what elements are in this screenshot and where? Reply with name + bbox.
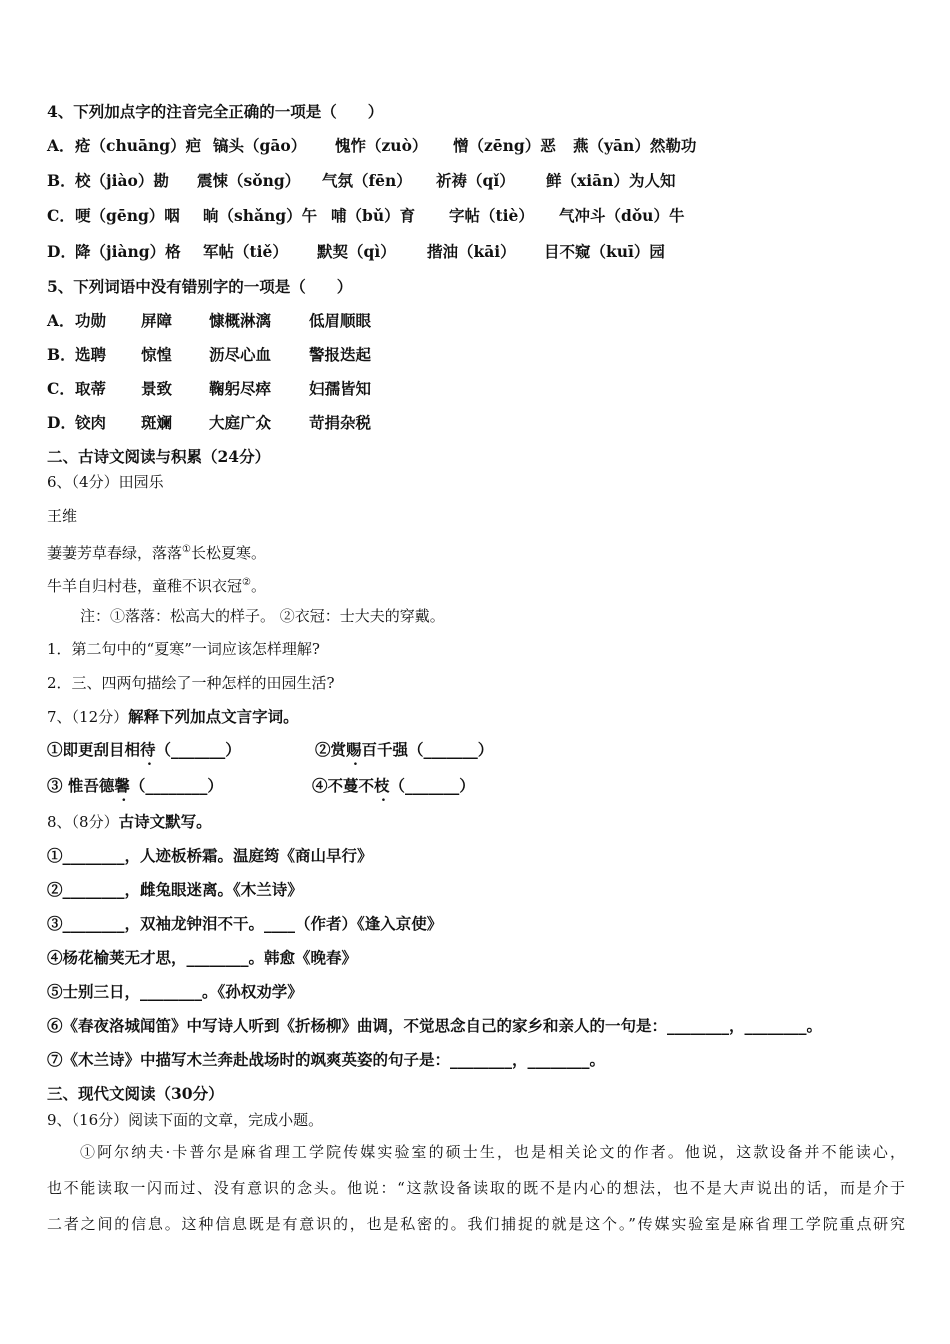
option-item: 默契（qì） xyxy=(317,242,396,261)
q9-stem: 9、（16分）阅读下面的文章，完成小题。 xyxy=(47,1111,324,1129)
option-item: 军帖（tiě） xyxy=(203,242,288,261)
option-item: 苛捐杂税 xyxy=(309,413,372,432)
poem-author: 王维 xyxy=(47,507,78,525)
q8-line-6[interactable]: ⑥《春夜洛城闻笛》中写诗人听到《折杨柳》曲调，不觉思念自己的家乡和亲人的一句是：________，________。 xyxy=(47,1016,823,1035)
option-item: 铰肉 xyxy=(75,413,107,432)
poem-line-2: 牛羊自归村巷，童稚不识衣冠②。 xyxy=(47,577,266,595)
option-item: 震悚（sǒng） xyxy=(197,171,301,190)
q8-line-4[interactable]: ④杨花榆荚无才思，________。韩愈《晚春》 xyxy=(47,948,358,967)
q4-option-c[interactable] xyxy=(47,206,684,226)
option-item: 警报迭起 xyxy=(309,345,372,364)
q4-stem: 4、下列加点字的注音完全正确的一项是（ ） xyxy=(47,102,384,121)
q5-option-c[interactable] xyxy=(47,379,371,399)
option-item: 沥尽心血 xyxy=(209,345,272,364)
option-item: 屏障 xyxy=(141,311,173,330)
option-item: 选聘 xyxy=(75,345,107,364)
q7-item-1[interactable]: ①即更刮目相待（_______） xyxy=(47,740,241,759)
footnote-marker: ① xyxy=(182,544,191,555)
option-item: 大庭广众 xyxy=(209,413,272,432)
option-item: 憎（zēng）恶 xyxy=(453,136,556,155)
option-item: 功勋 xyxy=(75,311,107,330)
q6-stem: 6、（4分）田园乐 xyxy=(47,473,164,491)
q5-option-a[interactable] xyxy=(47,311,371,331)
option-item: 降（jiàng）格 xyxy=(75,242,181,261)
q8-line-5[interactable]: ⑤士别三日，________。《孙权劝学》 xyxy=(47,982,303,1001)
option-item: 惊惶 xyxy=(141,345,173,364)
q5-stem: 5、下列词语中没有错别字的一项是（ ） xyxy=(47,277,353,296)
passage-line-3: 二者之间的信息。这种信息既是有意识的，也是私密的。我们捕捉的就是这个。”传媒实验室是麻省理工学院重点研究 xyxy=(47,1215,905,1233)
option-item: 祈祷（qǐ） xyxy=(436,171,515,190)
option-item: 揩油（kāi） xyxy=(427,242,516,261)
section-heading-2: 二、古诗文阅读与积累（24分） xyxy=(47,447,271,466)
q7-row-2 xyxy=(47,776,475,796)
option-item: 燕（yān）然勒功 xyxy=(573,136,697,155)
option-item: 气氛（fēn） xyxy=(322,171,412,190)
q8-stem: 8、（8分）古诗文默写。 xyxy=(47,812,212,831)
option-item: 哺（bǔ）育 xyxy=(331,206,416,225)
q8-line-7[interactable]: ⑦《木兰诗》中描写木兰奔赴战场时的飒爽英姿的句子是：________，________。 xyxy=(47,1050,606,1069)
option-letter: D． xyxy=(47,413,76,432)
q5-option-d[interactable] xyxy=(47,413,371,433)
option-item: 字帖（tiè） xyxy=(449,206,534,225)
poem-notes: 注：①落落：松高大的样子。 ②衣冠：士大夫的穿戴。 xyxy=(80,607,445,625)
option-letter: B． xyxy=(47,345,76,364)
option-item: 鲜（xiān）为人知 xyxy=(546,171,676,190)
option-item: 晌（shǎng）午 xyxy=(203,206,318,225)
q7-item-4[interactable]: ④不蔓不枝（_______） xyxy=(312,776,475,795)
footnote-marker: ② xyxy=(242,577,251,588)
option-item: 取蒂 xyxy=(75,379,107,398)
q5-option-b[interactable] xyxy=(47,345,371,365)
option-item: 景致 xyxy=(141,379,173,398)
option-letter: C． xyxy=(47,379,75,398)
option-item: 镐头（gāo） xyxy=(213,136,307,155)
q7-item-3[interactable]: ③ 惟吾德馨（________） xyxy=(47,776,223,795)
option-letter: A． xyxy=(47,311,75,330)
option-item: 疮（chuāng）疤 xyxy=(75,136,202,155)
option-letter: B． xyxy=(47,171,76,190)
option-item: 哽（gēng）咽 xyxy=(75,206,180,225)
option-item: 气冲斗（dǒu）牛 xyxy=(559,206,685,225)
section-heading-3: 三、现代文阅读（30分） xyxy=(47,1084,224,1103)
option-item: 妇孺皆知 xyxy=(309,379,372,398)
q4-option-b[interactable] xyxy=(47,171,675,191)
option-item: 慷概淋漓 xyxy=(209,311,272,330)
q8-line-2[interactable]: ②________，雌兔眼迷离。《木兰诗》 xyxy=(47,880,303,899)
option-item: 校（jiào）勘 xyxy=(75,171,169,190)
q6-subquestion-2: 2．三、四两句描绘了一种怎样的田园生活? xyxy=(47,674,335,692)
q4-option-a[interactable] xyxy=(47,136,696,156)
option-item: 愧怍（zuò） xyxy=(335,136,428,155)
option-letter: A． xyxy=(47,136,75,155)
option-item: 斑斓 xyxy=(141,413,173,432)
q4-option-d[interactable] xyxy=(47,242,665,262)
q7-row-1 xyxy=(47,740,493,760)
passage-line-2: 也不能读取一闪而过、没有意识的念头。他说：“这款设备读取的既不是内心的想法，也不是大声说出的话，而是介于 xyxy=(47,1179,905,1197)
option-item: 鞠躬尽瘁 xyxy=(209,379,272,398)
q7-stem: 7、（12分）解释下列加点文言字词。 xyxy=(47,707,299,726)
q7-item-2[interactable]: ②赏赐百千强（_______） xyxy=(315,740,494,759)
passage-line-1: ①阿尔纳夫·卡普尔是麻省理工学院传媒实验室的硕士生，也是相关论文的作者。他说，这款设备并不能读心， xyxy=(80,1143,905,1161)
poem-line-1: 萋萋芳草春绿，落落①长松夏寒。 xyxy=(47,544,266,562)
q8-line-3[interactable]: ③________，双袖龙钟泪不干。____（作者）《逢入京使》 xyxy=(47,914,443,933)
option-item: 目不窥（kuī）园 xyxy=(544,242,665,261)
q8-line-1[interactable]: ①________，人迹板桥霜。温庭筠《商山早行》 xyxy=(47,846,373,865)
option-letter: D． xyxy=(47,242,76,261)
option-item: 低眉顺眼 xyxy=(309,311,372,330)
option-letter: C． xyxy=(47,206,75,225)
q6-subquestion-1: 1．第二句中的“夏寒”一词应该怎样理解? xyxy=(47,640,320,658)
